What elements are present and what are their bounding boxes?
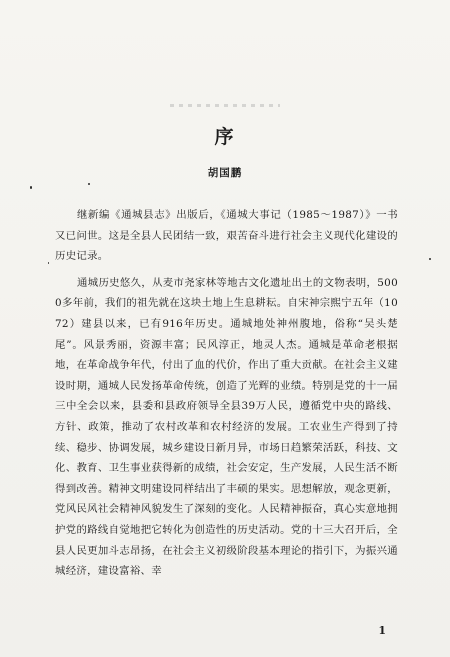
body-text	[55, 205, 398, 588]
page-title: 序	[214, 126, 236, 148]
scan-smudge	[170, 104, 280, 107]
scan-speck	[88, 183, 90, 185]
page-number: 1	[378, 624, 386, 637]
paragraph-2: 通城历史悠久，从麦市尧家林等地古文化遗址出土的文物表明，5000多年前，我们的祖先就在这块土地上生息耕耘。自宋神宗熙宁五年（1072）建县以来，已有916年历史。通城地处神州腹地，俗称“吴头楚尾”。风景秀丽，资源丰富；民风淳正，地灵人杰。通城是革命老根据地，在革命战争年代，付出了血的代价，作出了重大贡献。在社会主义建设时期，通城人民发扬革命传统，创造了光辉的业绩。特别是党的十一届三中全会以来，县委和县政府领导全县39万人民，遵循党中央的路线、方针、政策，推动了农村改革和农村经济的发展。工农业生产得到了持续、稳步、协调发展，城乡建设日新月异，市场日趋繁荣活跃，科技、文化、教育、卫生事业获得新的成绩，社会安定，生产发展，人民生活不断得到改善。精神文明建设同样结出了丰硕的果实。思想解放，观念更新，党风民风社会精神风貌发生了深刻的变化。人民精神振奋，真心实意地拥护党的路线自觉地把它转化为创造性的历史活动。党的十三大召开后，全县人民更加斗志昂扬，在社会主义初级阶段基本理论的指引下，为振兴通城经济，建设富裕、幸	[55, 276, 398, 578]
paragraph-1: 继新编《通城县志》出版后，《通城大事记（1985～1987）》一书又已问世。这是全县人民团结一致，艰苦奋斗进行社会主义现代化建设的历史记录。	[55, 209, 398, 263]
scan-speck	[30, 186, 32, 189]
scan-speck	[48, 262, 49, 264]
scan-speck	[429, 258, 431, 260]
author-name: 胡国鹏	[207, 167, 243, 179]
